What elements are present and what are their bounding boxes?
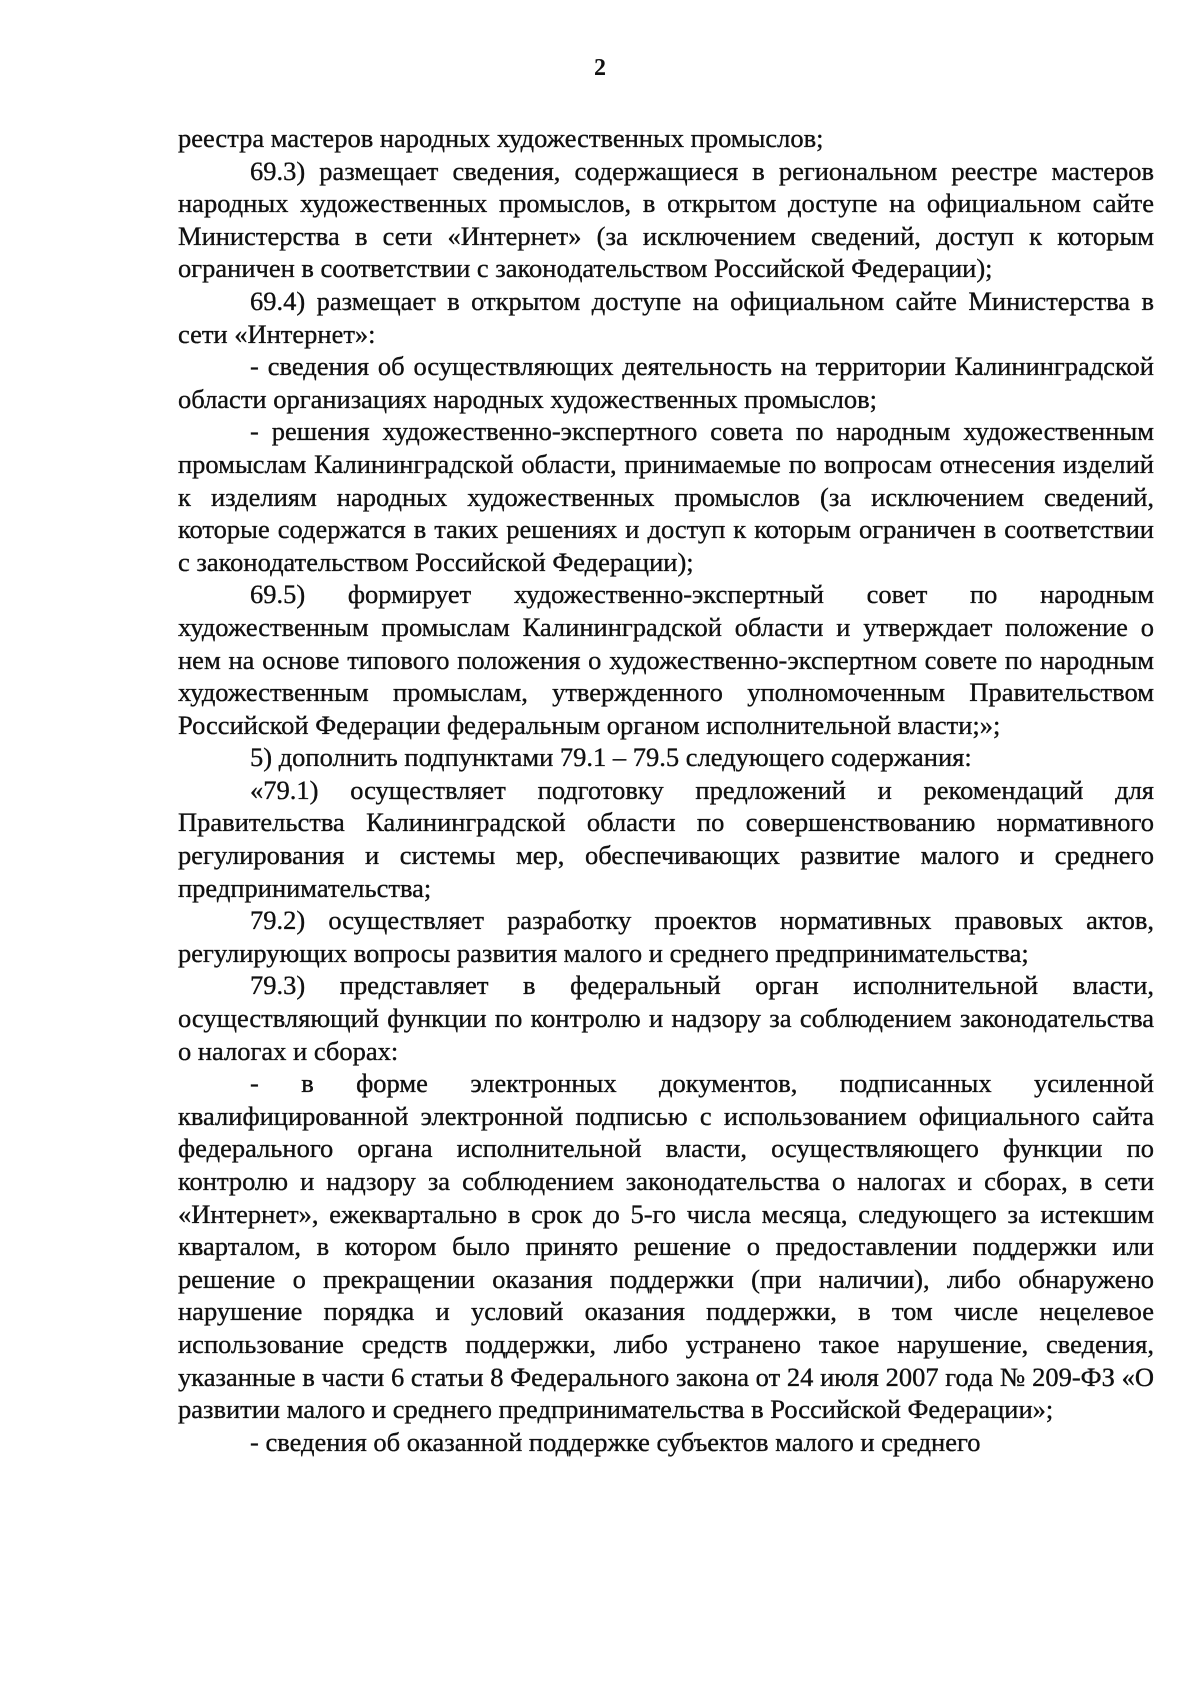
paragraph: 69.3) размещает сведения, содержащиеся в региональном реестре мастеров народных художественных промыслов, в открытом доступе на официальном сайте Министерства в сети «Интернет» (за исключением сведений, доступ к которым ограничен в соответствии с законодательством Российской Федерации); [178,155,1154,284]
list-item: - сведения об оказанной поддержке субъектов малого и среднего [250,1426,981,1457]
paragraph: 5) дополнить подпунктами 79.1 – 79.5 следующего содержания: [250,742,972,773]
paragraph: реестра мастеров народных художественных промыслов; [178,123,824,153]
list-item: - решения художественно-экспертного совета по народным художественным промыслам Калининградской области, принимаемые по вопросам отнесения изделий к изделиям народных художественных промыслов (за исключением сведений, которые содержатся в таких решениях и доступ к которым ограничен в соответствии с законодательством Российской Федерации); [178,416,1154,577]
list-item: - в форме электронных документов, подписанных усиленной квалифицированной электронной подписью с использованием официального сайта федерального органа исполнительной власти, осуществляющего функции по контролю и надзору за соблюдением законодательства о налогах и сборах, в сети «Интернет», ежеквартально в срок до 5-го числа месяца, следующего за истекшим кварталом, в котором было принято решение о предоставлении поддержки или решение о прекращении оказания поддержки (при наличии), либо обнаружено нарушение порядка и условий оказания поддержки, в том числе нецелевое использование средств поддержки, либо устранено такое нарушение, сведения, указанные в части 6 статьи 8 Федерального закона от 24 июля 2007 года № 209-ФЗ «О развитии малого и среднего предпринимательства в Российской Федерации»; [178,1068,1154,1425]
document-body [178,122,1154,1458]
paragraph: 69.5) формирует художественно-экспертный совет по народным художественным промыслам Калининградской области и утверждает положение о нем на основе типового положения о художественно-экспертном совете по народным художественным промыслам, утвержденного уполномоченным Правительством Российской Федерации федеральным органом исполнительной власти;»; [178,579,1154,740]
paragraph: 69.4) размещает в открытом доступе на официальном сайте Министерства в сети «Интернет»: [178,285,1154,349]
paragraph: 79.3) представляет в федеральный орган исполнительной власти, осуществляющий функции по контролю и надзору за соблюдением законодательства о налогах и сборах: [178,970,1154,1066]
list-item: - сведения об осуществляющих деятельность на территории Калининградской области организациях народных художественных промыслов; [178,351,1154,414]
paragraph: «79.1) осуществляет подготовку предложений и рекомендаций для Правительства Калининградской области по совершенствованию нормативного регулирования и системы мер, обеспечивающих развитие малого и среднего предпринимательства; [178,774,1154,903]
page-number: 2 [594,55,606,81]
paragraph: 79.2) осуществляет разработку проектов нормативных правовых актов, регулирующих вопросы развития малого и среднего предпринимательства; [178,905,1154,968]
